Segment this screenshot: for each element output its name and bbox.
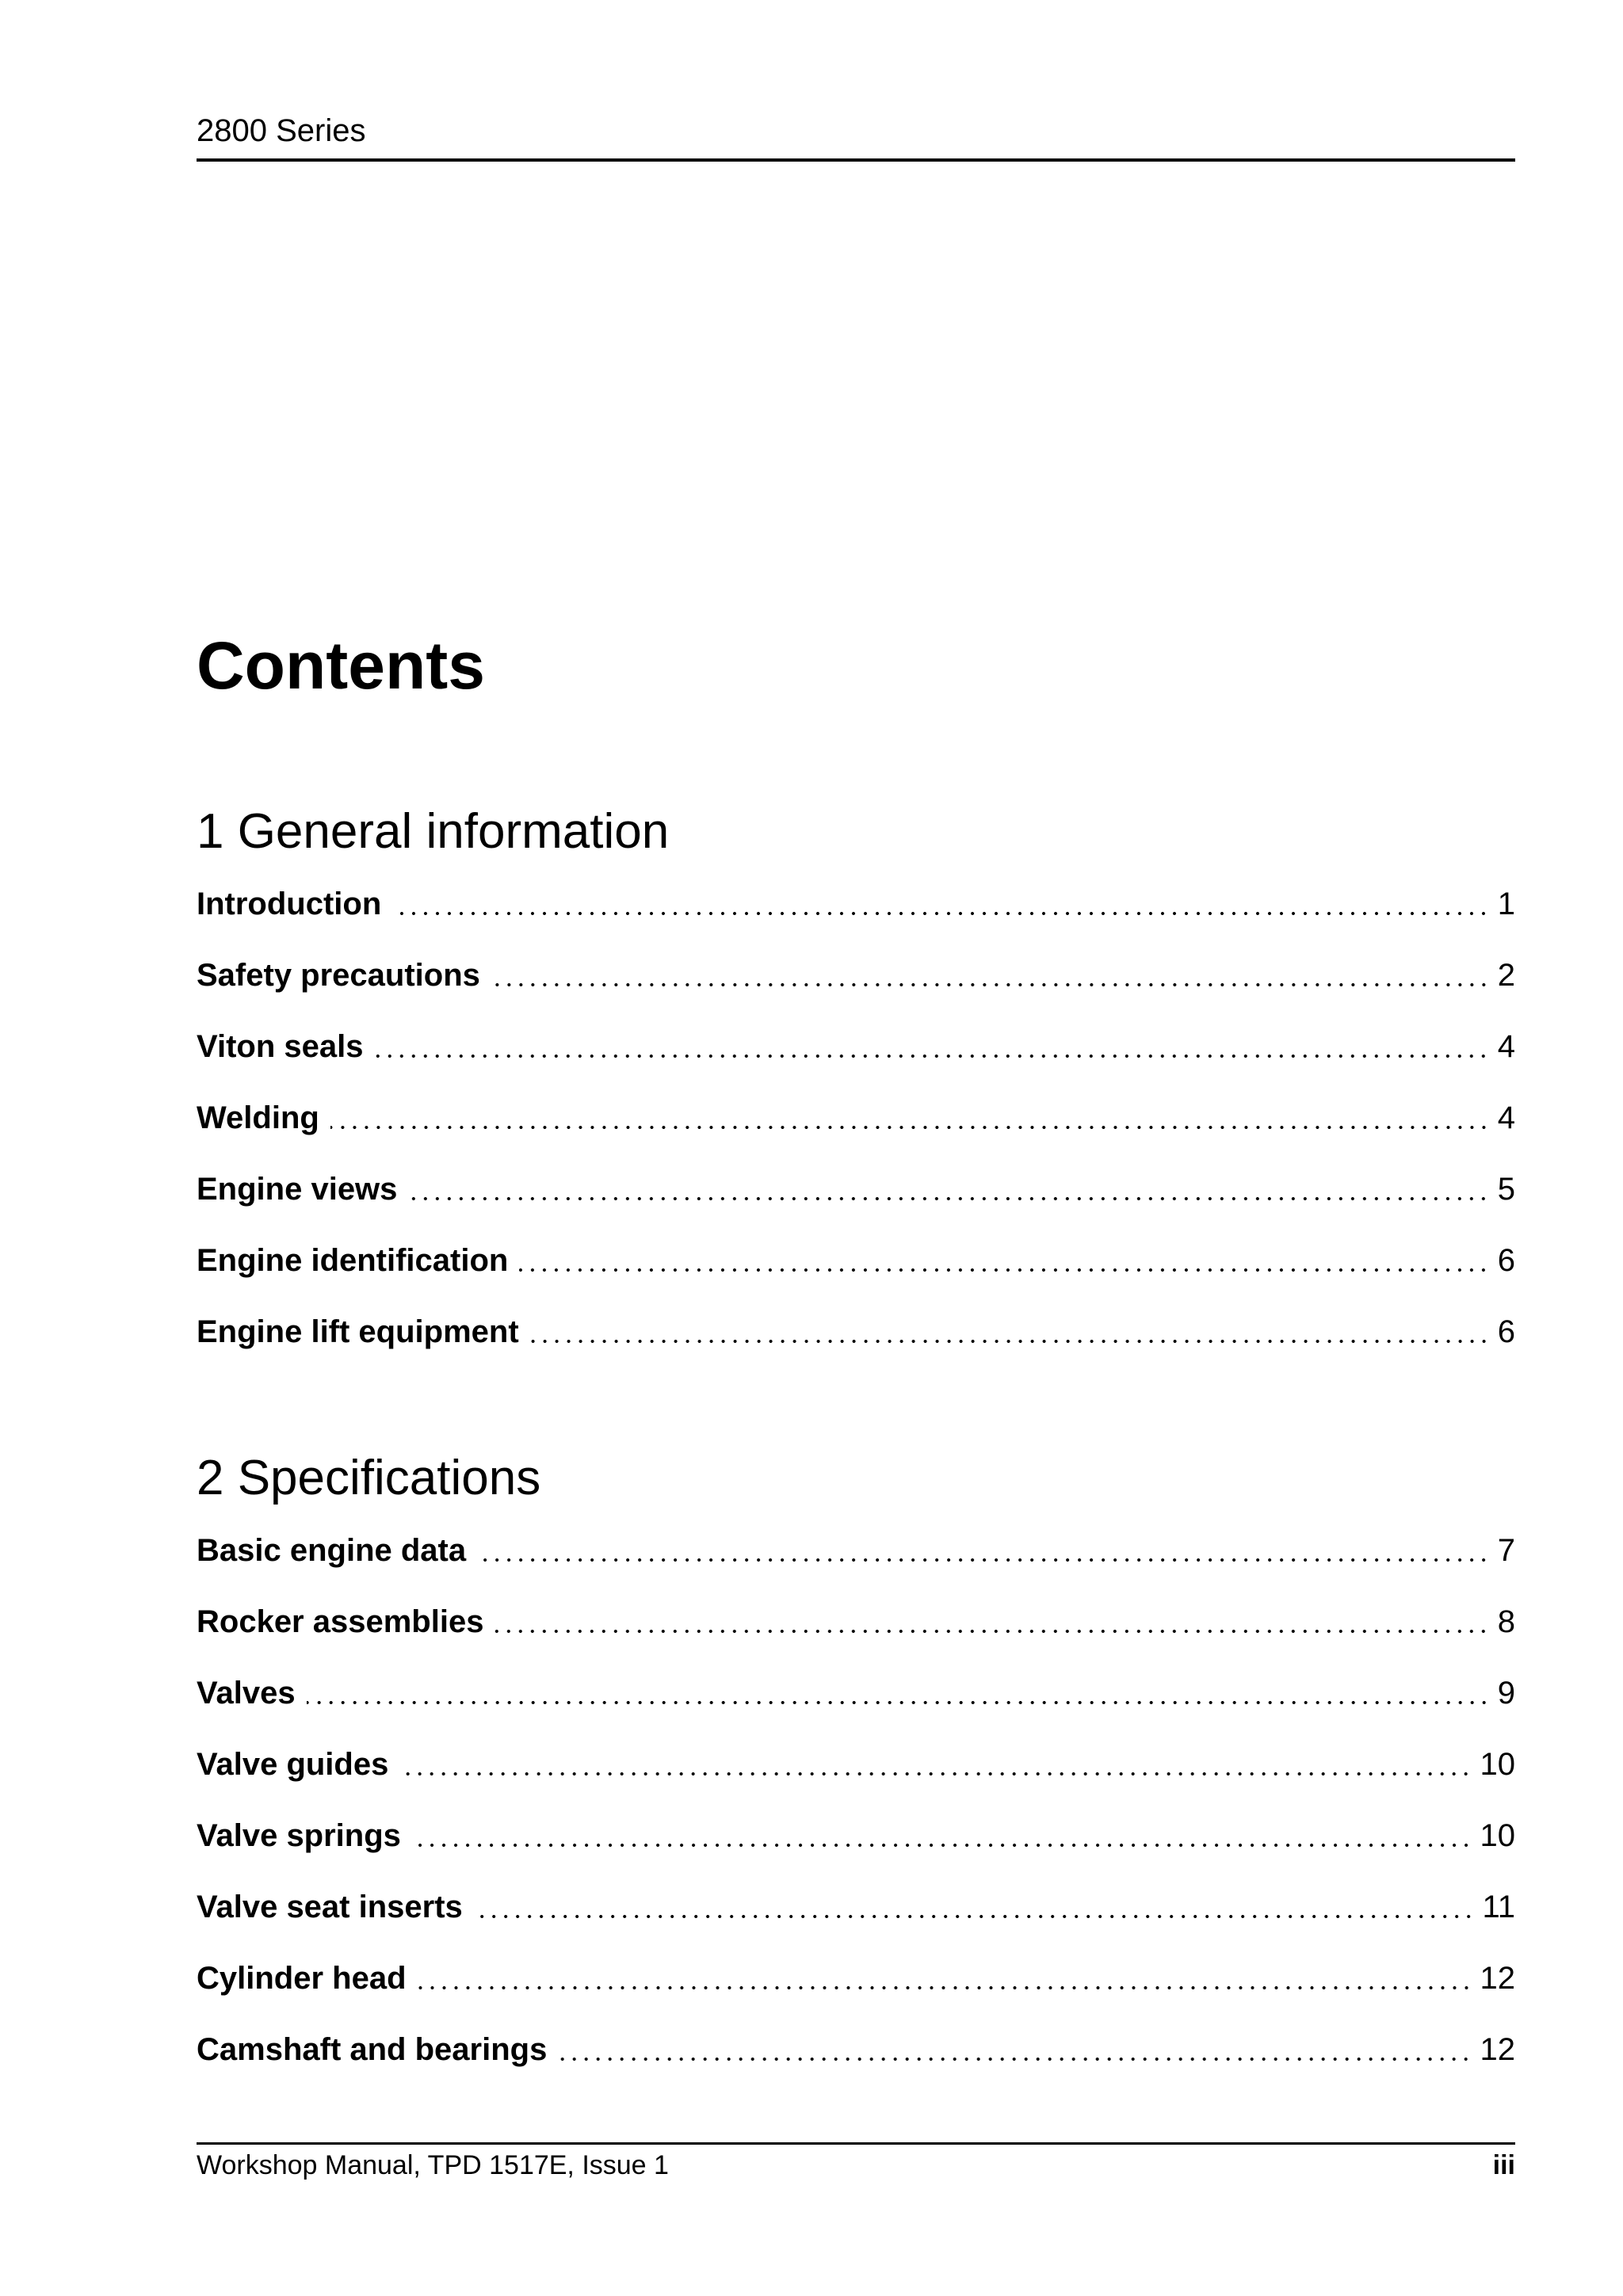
dot-leader bbox=[474, 1891, 1475, 1923]
toc-section-specifications bbox=[197, 1445, 1515, 2085]
toc-entry-valve-seat-inserts[interactable] bbox=[197, 1871, 1515, 1943]
dot-leader bbox=[408, 1173, 1489, 1205]
page-title: Contents bbox=[197, 628, 485, 703]
dot-leader bbox=[412, 1820, 1472, 1852]
page-footer bbox=[197, 2142, 1515, 2183]
toc-entry-valve-guides[interactable] bbox=[197, 1729, 1515, 1800]
toc-entry-page: 9 bbox=[1490, 1676, 1515, 1711]
dot-leader bbox=[495, 1606, 1489, 1638]
toc-entry-label: Engine identification bbox=[197, 1243, 519, 1279]
toc-entry-label: Engine views bbox=[197, 1172, 408, 1207]
toc-entry-basic-engine-data[interactable] bbox=[197, 1515, 1515, 1586]
toc-entry-page: 8 bbox=[1490, 1604, 1515, 1640]
dot-leader bbox=[399, 1749, 1472, 1780]
toc-entry-label: Welding bbox=[197, 1100, 330, 1136]
page-number: iii bbox=[1492, 2150, 1515, 2180]
dot-leader bbox=[418, 1962, 1472, 1994]
section-heading: 1 General information bbox=[197, 804, 670, 859]
toc-entry-page: 12 bbox=[1472, 1961, 1516, 1997]
toc-entry-page: 10 bbox=[1472, 1747, 1516, 1783]
manual-reference: Workshop Manual, TPD 1517E, Issue 1 bbox=[197, 2150, 669, 2180]
toc-entry-label: Viton seals bbox=[197, 1029, 374, 1065]
toc-entry-page: 5 bbox=[1490, 1172, 1515, 1207]
toc-entry-rocker-assemblies[interactable] bbox=[197, 1586, 1515, 1657]
dot-leader bbox=[491, 959, 1490, 991]
toc-entry-cylinder-head[interactable] bbox=[197, 1943, 1515, 2014]
dot-leader bbox=[530, 1316, 1490, 1348]
toc-entry-introduction[interactable] bbox=[197, 868, 1515, 940]
toc-entry-label: Camshaft and bearings bbox=[197, 2032, 558, 2068]
dot-leader bbox=[374, 1031, 1489, 1062]
toc-entry-label: Introduction bbox=[197, 887, 392, 922]
toc-entry-page: 4 bbox=[1490, 1029, 1515, 1065]
toc-entry-label: Cylinder head bbox=[197, 1961, 418, 1997]
toc-entry-camshaft-and-bearings[interactable] bbox=[197, 2014, 1515, 2085]
toc-list bbox=[197, 868, 1515, 1367]
toc-entry-engine-identification[interactable] bbox=[197, 1225, 1515, 1296]
toc-entry-label: Basic engine data bbox=[197, 1533, 477, 1569]
toc-entry-label: Valve springs bbox=[197, 1818, 412, 1854]
dot-leader bbox=[330, 1102, 1490, 1134]
toc-entry-page: 6 bbox=[1490, 1314, 1515, 1350]
toc-entry-page: 4 bbox=[1490, 1100, 1515, 1136]
toc-entry-page: 1 bbox=[1490, 887, 1515, 922]
toc-entry-engine-lift-equipment[interactable] bbox=[197, 1296, 1515, 1367]
toc-entry-label: Rocker assemblies bbox=[197, 1604, 495, 1640]
dot-leader bbox=[558, 2034, 1472, 2065]
dot-leader bbox=[307, 1677, 1490, 1709]
dot-leader bbox=[519, 1245, 1489, 1276]
toc-entry-page: 2 bbox=[1490, 958, 1515, 994]
toc-entry-safety-precautions[interactable] bbox=[197, 940, 1515, 1011]
toc-entry-valve-springs[interactable] bbox=[197, 1800, 1515, 1871]
page-header bbox=[197, 109, 1515, 162]
toc-entry-welding[interactable] bbox=[197, 1082, 1515, 1154]
toc-entry-label: Safety precautions bbox=[197, 958, 491, 994]
toc-entry-page: 10 bbox=[1472, 1818, 1516, 1854]
toc-entry-page: 12 bbox=[1472, 2032, 1516, 2068]
toc-list bbox=[197, 1515, 1515, 2085]
toc-entry-label: Valve seat inserts bbox=[197, 1890, 474, 1925]
toc-entry-page: 7 bbox=[1490, 1533, 1515, 1569]
toc-entry-engine-views[interactable] bbox=[197, 1154, 1515, 1225]
toc-entry-label: Valves bbox=[197, 1676, 307, 1711]
toc-entry-page: 6 bbox=[1490, 1243, 1515, 1279]
toc-entry-valves[interactable] bbox=[197, 1657, 1515, 1729]
toc-entry-label: Engine lift equipment bbox=[197, 1314, 530, 1350]
dot-leader bbox=[392, 888, 1489, 920]
toc-entry-viton-seals[interactable] bbox=[197, 1011, 1515, 1082]
dot-leader bbox=[477, 1535, 1490, 1566]
section-heading: 2 Specifications bbox=[197, 1451, 541, 1505]
toc-section-general-information bbox=[197, 799, 1515, 1367]
toc-entry-page: 11 bbox=[1474, 1890, 1515, 1925]
series-name: 2800 Series bbox=[197, 113, 366, 148]
toc-entry-label: Valve guides bbox=[197, 1747, 399, 1783]
